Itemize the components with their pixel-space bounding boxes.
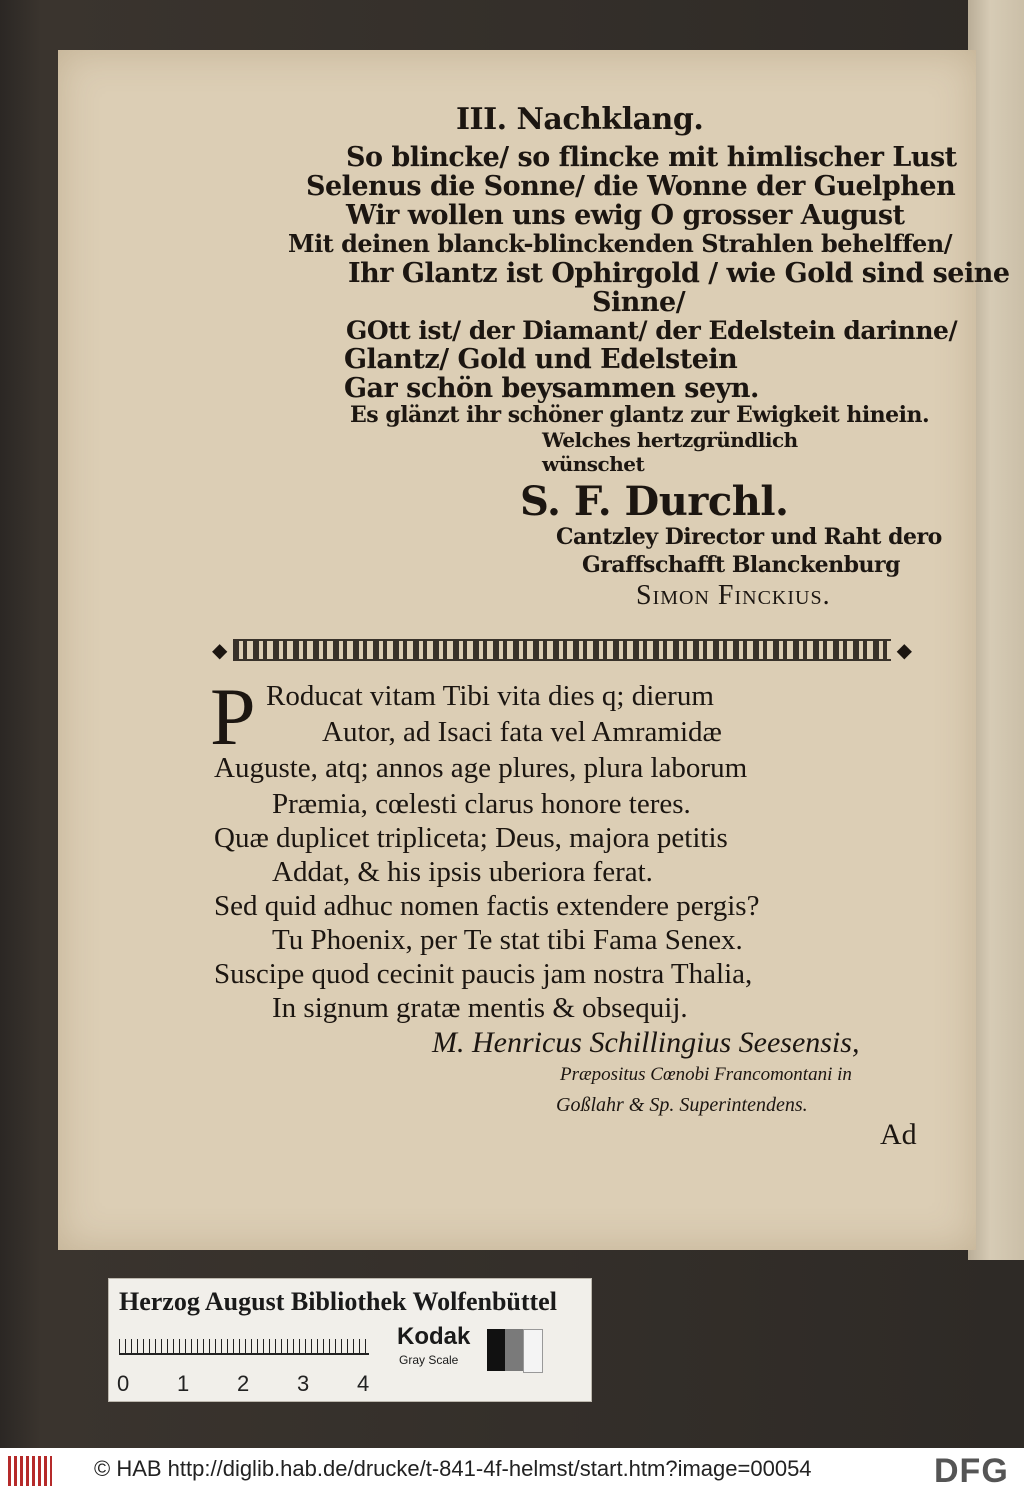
poem-line: Gar schön beysammen seyn. — [344, 373, 759, 404]
ruler-number: 1 — [177, 1371, 190, 1396]
latin-line: Autor, ad Isaci fata vel Amramidæ — [322, 716, 722, 748]
ruler-number: 2 — [237, 1371, 250, 1396]
latin-line: In signum gratæ mentis & obsequij. — [272, 992, 688, 1024]
ruler-number: 3 — [297, 1371, 310, 1396]
drop-capital: P — [210, 671, 256, 762]
kodak-logo: Kodak — [397, 1323, 471, 1350]
gray-scale-label: Gray Scale — [399, 1353, 459, 1367]
latin-place-line: Goßlahr & Sp. Superintendens. — [556, 1094, 808, 1116]
ruler-number: 0 — [117, 1371, 130, 1396]
gray-swatch — [523, 1329, 543, 1373]
catchword: Ad — [880, 1118, 917, 1151]
poem-line: Selenus die Sonne/ die Wonne der Guelphen — [306, 171, 956, 202]
ornament-band — [233, 639, 890, 661]
latin-line: Suscipe quod cecinit paucis jam nostra Thalia, — [214, 958, 753, 990]
gray-swatch — [505, 1329, 523, 1371]
measurement-ruler — [119, 1327, 369, 1355]
latin-line: Addat, & his ipsis uberiora ferat. — [272, 856, 653, 888]
poem-line: GOtt ist/ der Diamant/ der Edelstein darinne/ — [346, 316, 958, 345]
latin-signature: M. Henricus Schillingius Seesensis, — [432, 1026, 860, 1059]
library-logo-icon — [8, 1456, 52, 1486]
poem-line: Es glänzt ihr schöner glantz zur Ewigkeit hinein. — [350, 402, 930, 428]
poem-line: So blincke/ so flincke mit himlischer Lust — [346, 142, 957, 173]
dfg-logo: DFG — [934, 1452, 1009, 1490]
ruler-number: 4 — [357, 1371, 370, 1396]
author-name: Simon Finckius. — [636, 580, 831, 611]
latin-line: Sed quid adhuc nomen factis extendere pergis? — [214, 890, 760, 922]
office-line: Graffschafft Blanckenburg — [582, 552, 901, 578]
latin-title-line: Præpositus Cœnobi Francomontani in — [560, 1064, 852, 1085]
latin-line: Quæ duplicet tripliceta; Deus, majora petitis — [214, 822, 728, 854]
latin-line: Auguste, atq; annos age plures, plura laborum — [214, 752, 748, 784]
copyright-link[interactable]: © HAB http://diglib.hab.de/drucke/t-841-4f-helmst/start.htm?image=00054 — [94, 1456, 812, 1481]
ornament-end-icon: ◆ — [212, 638, 228, 662]
poem-line: Ihr Glantz ist Ophirgold / wie Gold sind seine — [348, 258, 1010, 289]
facing-page-edge — [968, 0, 1024, 1260]
office-line: Cantzley Director und Raht dero — [556, 524, 942, 550]
latin-line: Præmia, cœlesti clarus honore teres. — [272, 788, 691, 820]
poem-line: Sinne/ — [592, 287, 686, 318]
ornamental-divider — [212, 636, 912, 664]
color-calibration-card — [108, 1278, 592, 1402]
poem-line: Glantz/ Gold und Edelstein — [344, 344, 738, 375]
dedication-line: wünschet — [542, 452, 645, 476]
honorific: S. F. Durchl. — [520, 478, 789, 525]
ornament-end-icon: ◆ — [896, 638, 912, 662]
latin-line: Tu Phoenix, per Te stat tibi Fama Senex. — [272, 924, 743, 956]
poem-line: Wir wollen uns ewig O grosser August — [346, 200, 905, 231]
library-name: Herzog August Bibliothek Wolfenbüttel — [119, 1287, 557, 1316]
poem-heading: III. Nachklang. — [456, 102, 704, 137]
gray-swatch — [487, 1329, 505, 1371]
viewer-footer — [0, 1448, 1024, 1493]
latin-line: Roducat vitam Tibi vita dies q; dierum — [266, 680, 714, 712]
dedication-line: Welches hertzgründlich — [542, 428, 798, 452]
poem-line: Mit deinen blanck-blinckenden Strahlen behelffen/ — [288, 229, 952, 258]
